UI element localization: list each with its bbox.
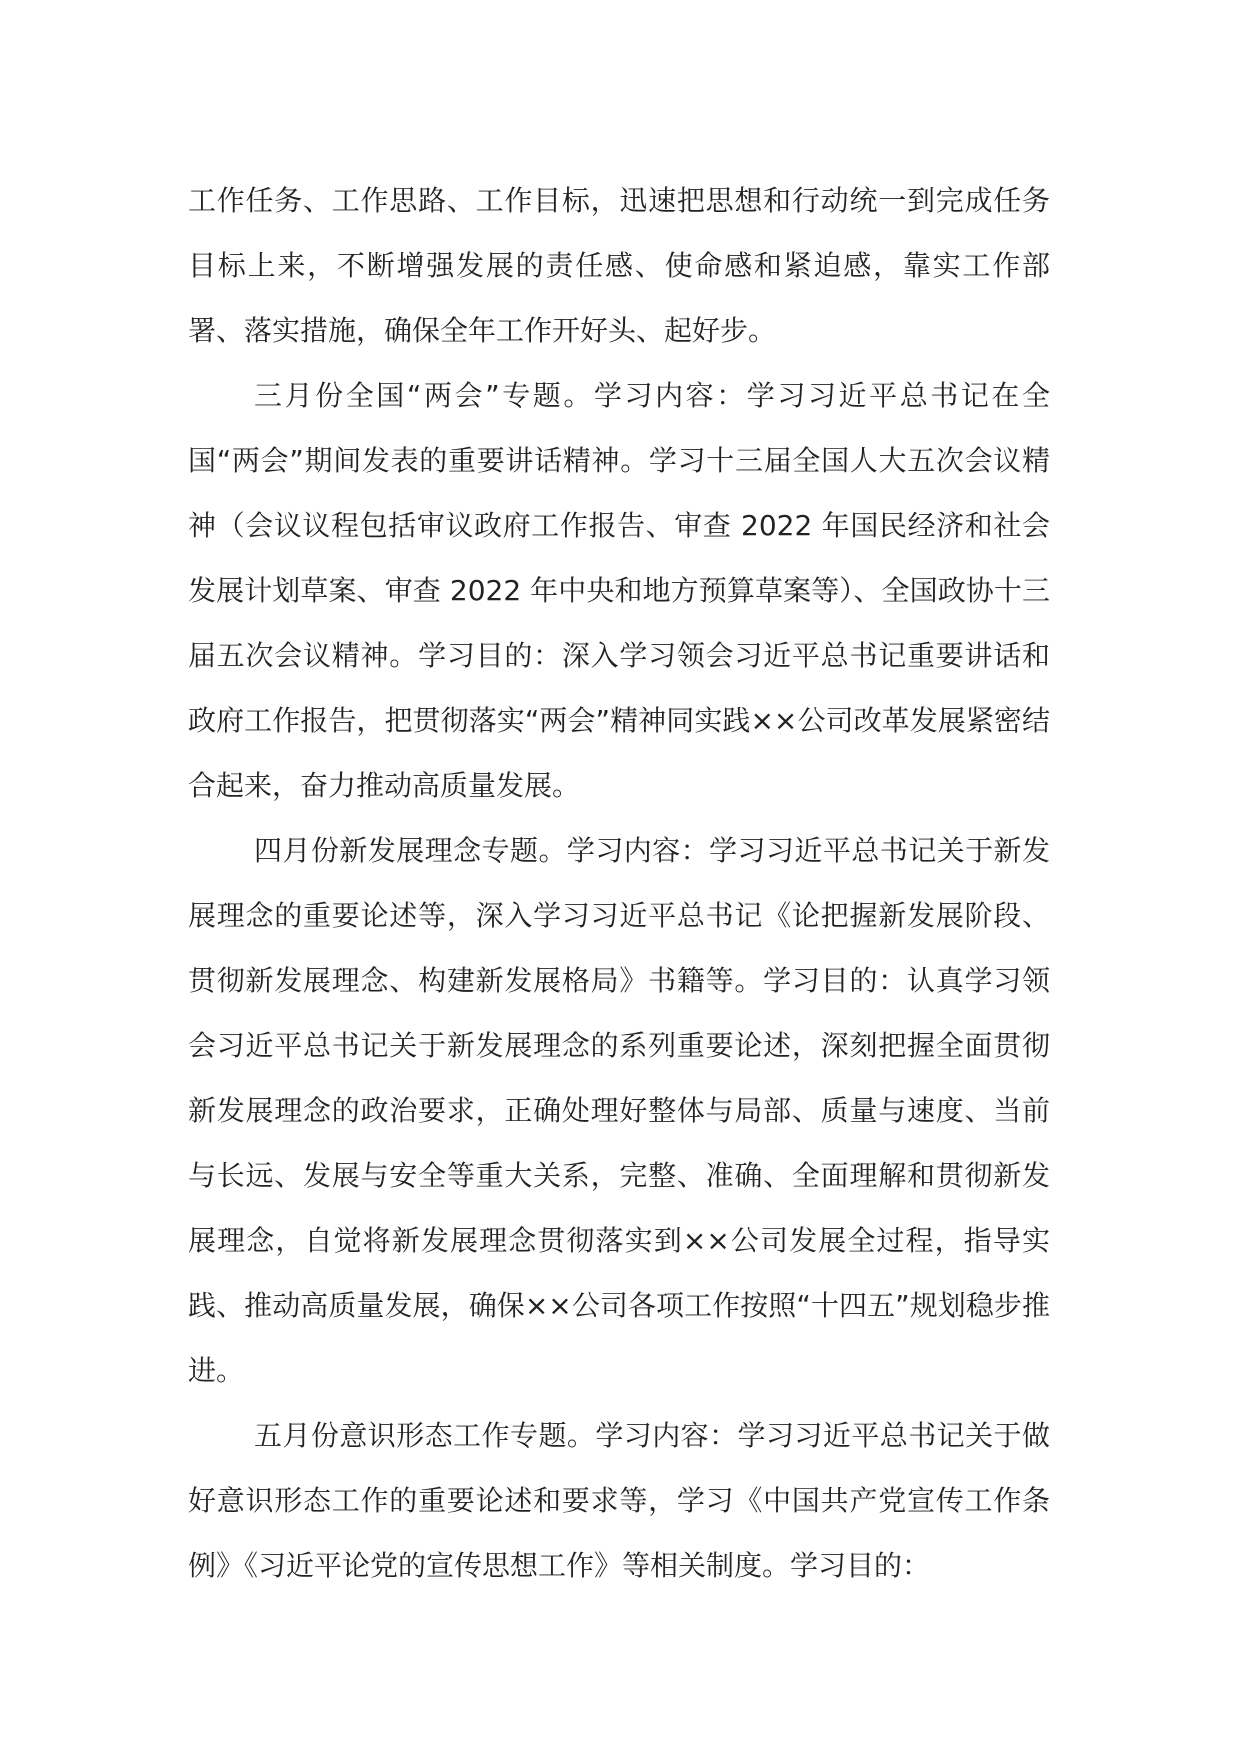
paragraph-2: 三月份全国“两会”专题。学习内容：学习习近平总书记在全国“两会”期间发表的重要讲话精神。学习十三届全国人大五次会议精神（会议议程包括审议政府工作报告、审查 2022 年国民经济和社会发展计划草案、审查 2022 年中央和地方预算草案等）、全国政协十三届五次会议精神。学习目的：深入学习领会习近平总书记重要讲话和政府工作报告，把贯彻落实“两会”精神同实践××公司改革发展紧密结合起来，奋力推动高质量发展。 xyxy=(188,379,1050,802)
paragraph-4: 五月份意识形态工作专题。学习内容：学习习近平总书记关于做好意识形态工作的重要论述和要求等，学习《中国共产党宣传工作条例》《习近平论党的宣传思想工作》等相关制度。学习目的： xyxy=(188,1419,1050,1582)
document-body xyxy=(188,168,1050,1598)
paragraph-1: 工作任务、工作思路、工作目标，迅速把思想和行动统一到完成任务目标上来，不断增强发展的责任感、使命感和紧迫感，靠实工作部署、落实措施，确保全年工作开好头、起好步。 xyxy=(188,184,1050,347)
paragraph-3: 四月份新发展理念专题。学习内容：学习习近平总书记关于新发展理念的重要论述等，深入学习习近平总书记《论把握新发展阶段、贯彻新发展理念、构建新发展格局》书籍等。学习目的：认真学习领会习近平总书记关于新发展理念的系列重要论述，深刻把握全面贯彻新发展理念的政治要求，正确处理好整体与局部、质量与速度、当前与长远、发展与安全等重大关系，完整、准确、全面理解和贯彻新发展理念，自觉将新发展理念贯彻落实到××公司发展全过程，指导实践、推动高质量发展，确保××公司各项工作按照“十四五”规划稳步推进。 xyxy=(188,834,1050,1387)
